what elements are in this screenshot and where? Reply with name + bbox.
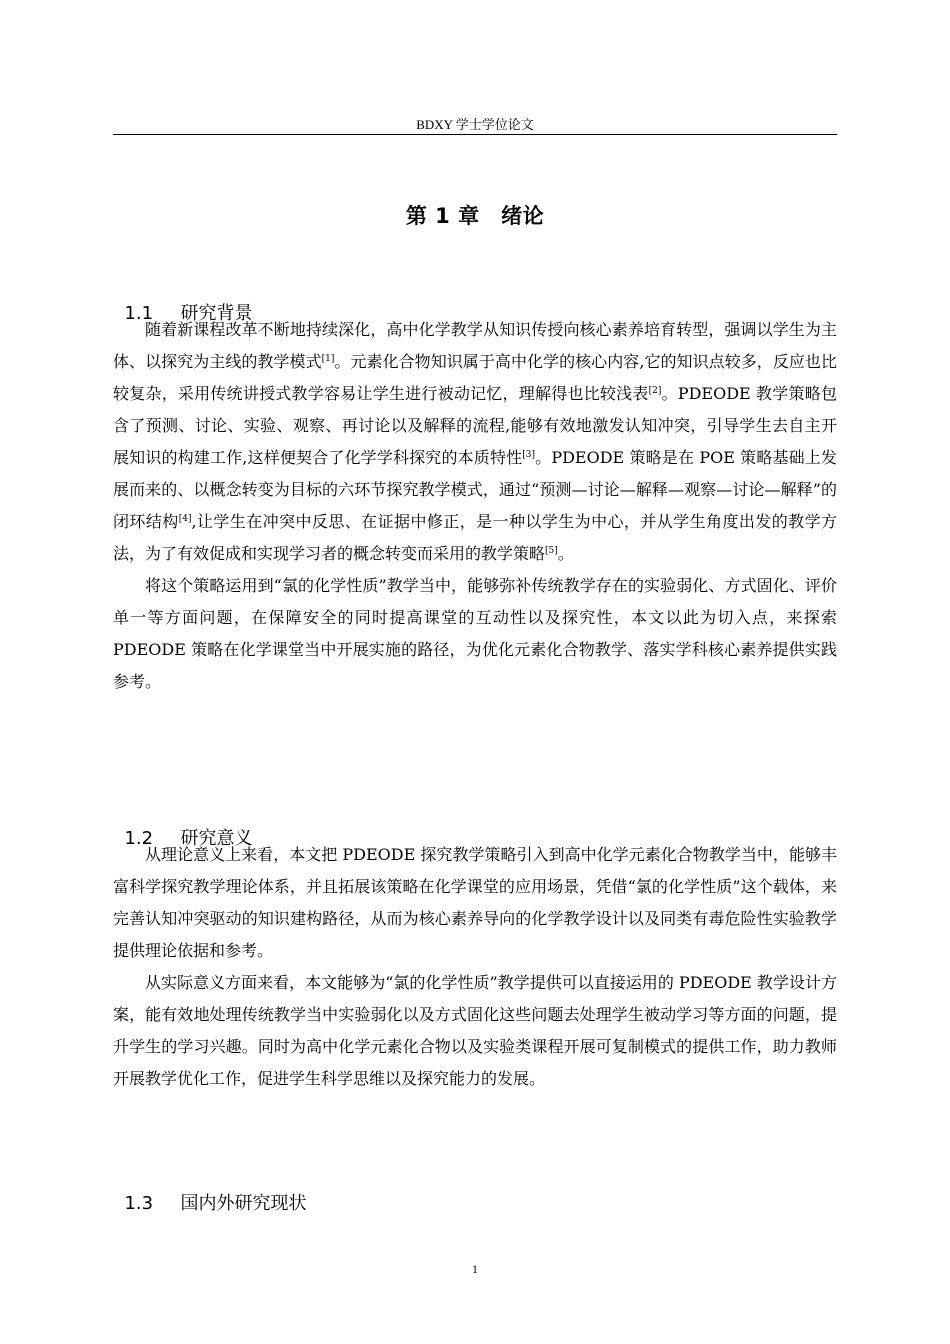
paragraph-text: ,让学生在冲突中反思、在证据中修正，是一种以学生为中心，并从学生角度出发的教学方法，为了有效促成和实现学习者的概念转变而采用的教学策略 xyxy=(113,512,837,563)
paragraph: 从实际意义方面来看，本文能够为“氯的化学性质”教学提供可以直接运用的 PDEODE 教学设计方案，能有效地处理传统教学当中实验弱化以及方式固化这些问题去处理学生被动学习等方面的问题，提升学生的学习兴趣。同时为高中化学元素化合物以及实验类课程开展可复制模式的提供工作，助力教师开展教学优化工作，促进学生科学思维以及探究能力的发展。 xyxy=(113,973,837,1088)
citation: [1] xyxy=(321,354,335,364)
section-title: 研究意义 xyxy=(180,828,253,849)
paragraph: 从理论意义上来看，本文把 PDEODE 探究教学策略引入到高中化学元素化合物教学当中，能够丰富科学探究教学理论体系，并且拓展该策略在化学课堂的应用场景，凭借“氯的化学性质”这个载体，来完善认知冲突驱动的知识建构路径，从而为核心素养导向的化学教学设计以及同类有毒危险性实验教学提供理论依据和参考。 xyxy=(113,845,837,960)
chapter-title: 第 1 章 绪论 xyxy=(405,204,545,228)
paragraph: 将这个策略运用到“氯的化学性质”教学当中，能够弥补传统教学存在的实验弱化、方式固化、评价单一等方面问题，在保障安全的同时提高课堂的互动性以及探究性，本文以此为切入点，来探索 PDEODE 策略在化学课堂当中开展实施的路径，为优化元素化合物教学、落实学科核心素养提供实践参考。 xyxy=(113,576,837,691)
page-number: 1 xyxy=(472,1262,478,1276)
running-header: BDXY 学士学位论文 xyxy=(416,117,534,132)
header-rule xyxy=(113,134,837,135)
section-1-2-body xyxy=(113,839,837,1095)
section-title: 研究背景 xyxy=(180,303,253,324)
citation: [5] xyxy=(545,546,558,556)
citation: [2] xyxy=(648,386,662,396)
section-number: 1.1 xyxy=(124,303,154,324)
section-number: 1.3 xyxy=(124,1193,154,1214)
paragraph-text: 。PDEODE 策略是在 POE 策略基础上发展而来的、以概念转变为目标的六环节探究教学模式，通过“预测—讨论—解释—观察—讨论—解释”的闭环结构 xyxy=(113,448,837,531)
paragraph-text: 。 xyxy=(557,544,574,563)
section-heading-1-3 xyxy=(113,1165,306,1217)
paragraph-text: 。PDEODE 教学策略包含了预测、讨论、实验、观察、再讨论以及解释的流程,能够有效地激发认知冲突，引导学生去自主开展知识的构建工作,这样便契合了化学学科探究的本质特性 xyxy=(113,384,837,467)
citation: [4] xyxy=(178,514,192,524)
paragraph-text: 随着新课程改革不断地持续深化，高中化学教学从知识传授向核心素养培育转型，强调以学生为主体、以探究为主线的教学模式 xyxy=(113,320,837,371)
section-title: 国内外研究现状 xyxy=(180,1193,307,1214)
paragraph-text: 。元素化合物知识属于高中化学的核心内容,它的知识点较多，反应也比较复杂，采用传统讲授式教学容易让学生进行被动记忆，理解得也比较浅表 xyxy=(113,352,837,403)
paragraph xyxy=(113,314,837,570)
section-number: 1.2 xyxy=(124,828,154,849)
citation: [3] xyxy=(522,450,536,460)
section-1-1-body xyxy=(113,314,837,698)
